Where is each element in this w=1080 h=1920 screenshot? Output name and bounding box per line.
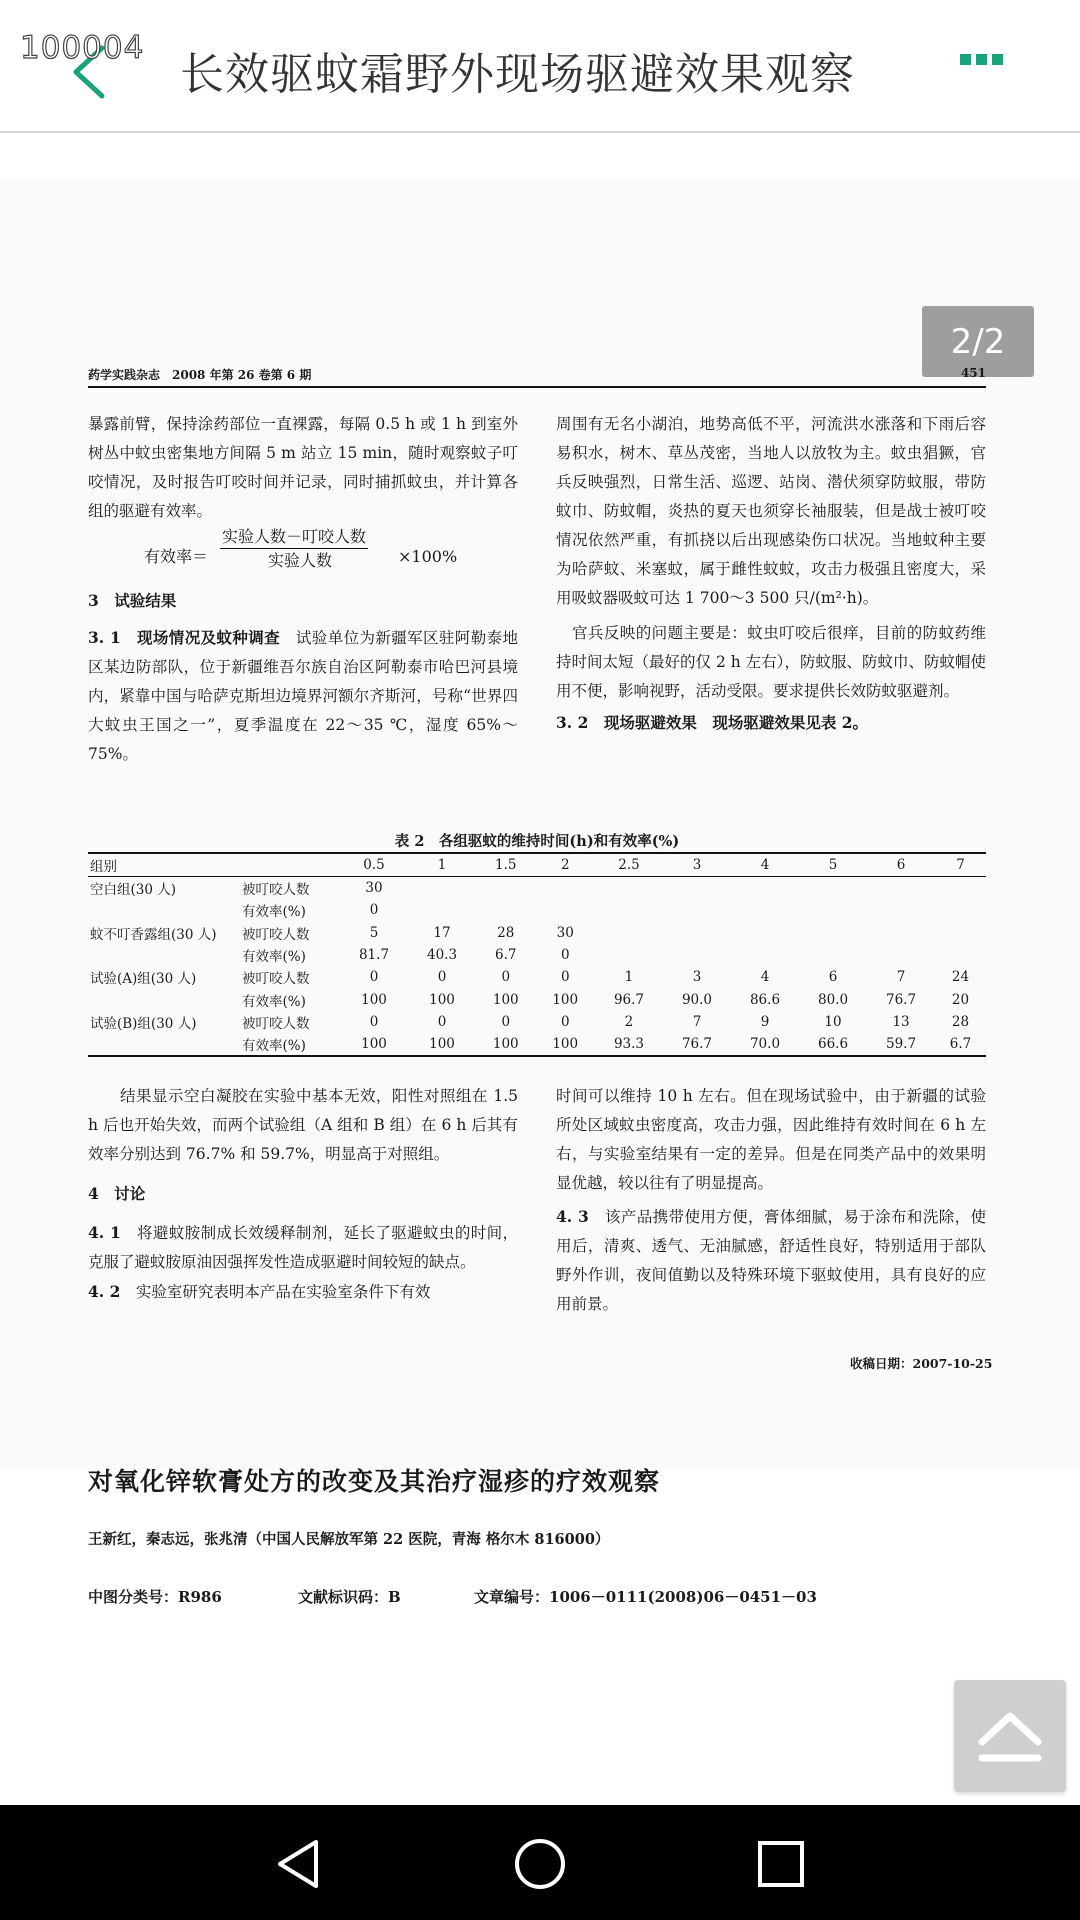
value-cell: 0 (369, 1013, 379, 1030)
table-row (88, 922, 986, 944)
next-article-title: 对氧化锌软膏处方的改变及其治疗湿疹的疗效观察 (88, 1467, 661, 1496)
value-cell: 2 (624, 1013, 634, 1030)
paragraph (556, 1202, 986, 1319)
value-cell: 0 (560, 947, 570, 964)
page-indicator: 2/2 (922, 306, 1034, 377)
value-cell (935, 877, 986, 900)
formula-lhs: 有效率＝ (144, 547, 209, 566)
table-row (88, 966, 986, 988)
value-cell: 30 (556, 924, 574, 941)
document-code: 文献标识码：B (298, 1588, 401, 1606)
value-cell: 70.0 (749, 1036, 781, 1053)
value-cell (799, 944, 867, 966)
table-row (88, 988, 986, 1010)
value-cell: 28 (497, 924, 515, 941)
value-cell: 86.6 (749, 991, 781, 1008)
value-cell (799, 922, 867, 944)
value-cell (799, 899, 867, 921)
table-row (88, 1011, 986, 1033)
classification-number: 中图分类号：R986 (88, 1588, 222, 1606)
id-watermark: 100004 (20, 30, 145, 66)
paragraph: 暴露前臂，保持涂药部位一直裸露，每隔 0.5 h 或 1 h 到室外树丛中蚊虫密集地方间隔 5 m 站立 15 min，随时观察蚊子叮咬情况，及时报告叮咬时间并记录，同时捕抓蚊虫，并计算各组的驱避有效率。 (88, 415, 518, 520)
value-cell: 6.7 (949, 1036, 972, 1053)
value-cell: 0 (369, 902, 379, 919)
formula-numerator: 实验人数－叮咬人数 (220, 526, 368, 549)
subsection-heading: 4. 2 (88, 1282, 121, 1301)
group-cell (88, 1033, 240, 1056)
value-cell (595, 944, 663, 966)
left-column-top (88, 410, 518, 769)
value-cell (935, 944, 986, 966)
value-cell: 93.3 (613, 1036, 644, 1053)
value-cell: 40.3 (426, 947, 458, 964)
paragraph: 周围有无名小湖泊，地势高低不平，河流洪水涨落和下雨后容易积水，树木、草丛茂密，当地人以放牧为主。蚊虫猖獗，官兵反映强烈，日常生活、巡逻、站岗、潜伏须穿防蚊服，带防蚊巾、防蚊帽，炎热的夏天也须穿长袖服装，但是战士被叮咬情况依然严重，有抓挠以后出现感染伤口状况。当地蚊种主要为哈萨蚊、米塞蚊，属于雌性蚊蚊，攻击力极强且密度大，采用吸蚊器吸蚊可达 1 700～3 500 只/(m²·h)。 (556, 415, 986, 607)
subsection-heading: 3. 2 现场驱避效果 现场驱避效果见表 2。 (556, 713, 869, 732)
value-cell: 6 (828, 969, 838, 986)
metric-cell: 被叮咬人数 (242, 1015, 310, 1032)
value-cell: 0 (437, 969, 447, 986)
col-header: 1.5 (476, 853, 535, 877)
value-cell: 13 (892, 1013, 910, 1030)
table-row (88, 1033, 986, 1056)
right-column-top (556, 410, 986, 737)
subsection-heading: 3. 1 现场情况及蚊种调查 (88, 628, 281, 647)
value-cell: 0 (501, 1013, 511, 1030)
value-cell (663, 944, 731, 966)
col-header: 6 (867, 853, 935, 877)
value-cell: 0 (560, 969, 570, 986)
metric-cell: 有效率(%) (242, 949, 306, 966)
col-header: 4 (731, 853, 799, 877)
value-cell: 10 (824, 1013, 842, 1030)
scroll-to-top-button[interactable] (954, 1680, 1066, 1792)
value-cell (663, 922, 731, 944)
value-cell: 100 (552, 1036, 579, 1053)
more-dot (992, 54, 1003, 65)
article-number: 文章编号：1006－0111(2008)06－0451－03 (474, 1588, 817, 1606)
metric-cell: 被叮咬人数 (242, 882, 310, 899)
paragraph-text: 该产品携带使用方便，膏体细腻，易于涂布和洗除，使用后，清爽、透气、无油腻感，舒适性良好，特别适用于部队野外作训，夜间值勤以及特殊环境下驱蚊使用，具有良好的应用前景。 (556, 1208, 986, 1313)
left-column-bottom (88, 1082, 518, 1307)
value-cell (595, 899, 663, 921)
formula-denominator: 实验人数 (268, 551, 333, 570)
value-cell (536, 877, 595, 900)
section-heading: 4 讨论 (88, 1184, 146, 1203)
value-cell: 100 (552, 991, 579, 1008)
value-cell: 90.0 (681, 991, 713, 1008)
value-cell (408, 899, 476, 921)
results-table (88, 852, 986, 1057)
col-header (240, 853, 340, 877)
group-cell (88, 988, 240, 1010)
value-cell (731, 922, 799, 944)
value-cell: 100 (361, 991, 387, 1008)
table-row (88, 899, 986, 921)
journal-name: 药学实践杂志 2008 年第 26 卷第 6 期 (88, 368, 312, 382)
value-cell (867, 899, 935, 921)
value-cell: 1 (624, 969, 634, 986)
col-header: 2.5 (595, 853, 663, 877)
value-cell (935, 899, 986, 921)
value-cell (663, 877, 731, 900)
value-cell: 100 (429, 991, 455, 1008)
table-row (88, 944, 986, 966)
value-cell: 5 (369, 924, 379, 941)
paragraph: 时间可以维持 10 h 左右。但在现场试验中，由于新疆的试验所处区域蚊虫密度高，攻击力强，因此维持有效时间在 6 h 左右，与实验室结果有一定的差异。但是在同类产品中的效果明显优越，较以往有了明显提高。 (556, 1087, 986, 1192)
value-cell: 0 (369, 969, 379, 986)
value-cell: 100 (492, 991, 519, 1008)
group-cell: 空白组(30 人) (90, 882, 177, 899)
value-cell: 0 (560, 1013, 570, 1030)
right-column-bottom (556, 1082, 986, 1319)
formula (88, 526, 518, 584)
app-header (0, 0, 1080, 133)
group-cell: 试验(B)组(30 人) (90, 1015, 197, 1032)
value-cell (663, 899, 731, 921)
subsection-heading: 4. 1 (88, 1223, 121, 1242)
nav-recent-button[interactable] (754, 1837, 808, 1891)
more-button[interactable] (960, 50, 1020, 84)
paragraph: 官兵反映的问题主要是：蚊虫叮咬后很痒，目前的防蚊药维持时间太短（最好的仅 2 h 左右），防蚊服、防蚊巾、防蚊帽使用不便，影响视野，活动受限。要求提供长效防蚊驱避剂。 (556, 624, 986, 700)
nav-back-button[interactable] (272, 1837, 326, 1891)
formula-rhs: ×100% (398, 547, 458, 566)
value-cell (731, 877, 799, 900)
value-cell: 66.6 (817, 1036, 849, 1053)
paragraph-text: 将避蚊胺制成长效缓释制剂，延长了驱避蚊虫的时间，克服了避蚊胺原油因强挥发性造成驱避时间较短的缺点。 (88, 1224, 518, 1271)
subsection-heading: 4. 3 (556, 1207, 589, 1226)
value-cell: 0 (437, 1013, 447, 1030)
metric-cell: 被叮咬人数 (242, 926, 310, 943)
more-dots-icon (960, 54, 971, 65)
value-cell: 24 (951, 969, 970, 986)
page-title: 长效驱蚊霜野外现场驱避效果观察 (180, 49, 855, 100)
value-cell: 81.7 (358, 947, 390, 964)
value-cell: 0 (501, 969, 511, 986)
value-cell: 59.7 (886, 1036, 917, 1053)
value-cell: 28 (951, 1013, 970, 1030)
system-nav-bar (0, 1805, 1080, 1920)
value-cell: 96.7 (613, 991, 644, 1008)
metric-cell: 有效率(%) (242, 993, 306, 1010)
value-cell: 6.7 (495, 947, 517, 964)
col-header: 2 (536, 853, 595, 877)
value-cell: 3 (692, 969, 702, 986)
col-header: 组别 (88, 853, 240, 877)
value-cell: 100 (429, 1036, 455, 1053)
value-cell (536, 899, 595, 921)
value-cell: 76.7 (886, 991, 917, 1008)
value-cell (476, 899, 535, 921)
value-cell (595, 877, 663, 900)
group-cell: 试验(A)组(30 人) (90, 971, 197, 988)
col-header: 5 (799, 853, 867, 877)
col-header: 3 (663, 853, 731, 877)
triangle-back-icon (272, 1837, 326, 1891)
table-row (88, 877, 986, 900)
value-cell (867, 877, 935, 900)
value-cell (731, 899, 799, 921)
value-cell: 20 (951, 991, 970, 1008)
chevron-up-icon (954, 1680, 1066, 1792)
value-cell: 30 (365, 880, 383, 897)
col-header: 1 (408, 853, 476, 877)
value-cell: 17 (433, 924, 451, 941)
group-cell: 蚊不叮香露组(30 人) (90, 926, 217, 943)
value-cell (799, 877, 867, 900)
more-dot (976, 54, 987, 65)
journal-header (88, 364, 986, 388)
value-cell: 4 (760, 969, 770, 986)
square-recent-icon (754, 1837, 808, 1891)
section-heading: 3 试验结果 (88, 591, 177, 610)
metric-cell: 有效率(%) (242, 1038, 306, 1055)
value-cell: 7 (896, 969, 906, 986)
value-cell (476, 877, 535, 900)
value-cell: 76.7 (681, 1036, 713, 1053)
value-cell: 80.0 (817, 991, 849, 1008)
paragraph (88, 623, 518, 769)
paragraph-text: 实验室研究表明本产品在实验室条件下有效 (120, 1283, 431, 1301)
group-cell (88, 944, 240, 966)
value-cell (595, 922, 663, 944)
metric-cell: 被叮咬人数 (242, 971, 310, 988)
next-article-authors: 王新红，秦志远，张兆清（中国人民解放军第 22 医院，青海 格尔木 816000） (88, 1531, 610, 1548)
table-title: 表 2 各组驱蚊的维持时间(h)和有效率(%) (394, 833, 680, 850)
paragraph (88, 1218, 518, 1277)
value-cell (867, 922, 935, 944)
group-cell (88, 899, 240, 921)
value-cell: 9 (760, 1013, 770, 1030)
col-header: 7 (935, 853, 986, 877)
received-date: 收稿日期：2007-10-25 (850, 1356, 993, 1371)
value-cell (935, 922, 986, 944)
value-cell (408, 877, 476, 900)
value-cell: 100 (492, 1036, 519, 1053)
table-header-row (88, 853, 986, 877)
value-cell (731, 944, 799, 966)
metric-cell: 有效率(%) (242, 904, 306, 921)
paragraph-text: 试验单位为新疆军区驻阿勒泰地区某边防部队，位于新疆维吾尔族自治区阿勒泰市哈巴河县境内，紧靠中国与哈萨克斯坦边境界河额尔齐斯河，号称“世界四大蚊虫王国之一”，夏季温度在 22～35 ℃，湿度 65%～75%。 (88, 629, 518, 763)
value-cell: 100 (361, 1036, 387, 1053)
value-cell (867, 944, 935, 966)
circle-home-icon (513, 1837, 567, 1891)
paragraph: 结果显示空白凝胶在实验中基本无效，阳性对照组在 1.5 h 后也开始失效，而两个试验组（A 组和 B 组）在 6 h 后其有效率分别达到 76.7% 和 59.7%，明显高于对照组。 (88, 1087, 518, 1163)
nav-home-button[interactable] (513, 1837, 567, 1891)
value-cell: 7 (692, 1013, 702, 1030)
col-header: 0.5 (340, 853, 408, 877)
paragraph (88, 1277, 518, 1307)
page-number: 451 (960, 366, 986, 380)
